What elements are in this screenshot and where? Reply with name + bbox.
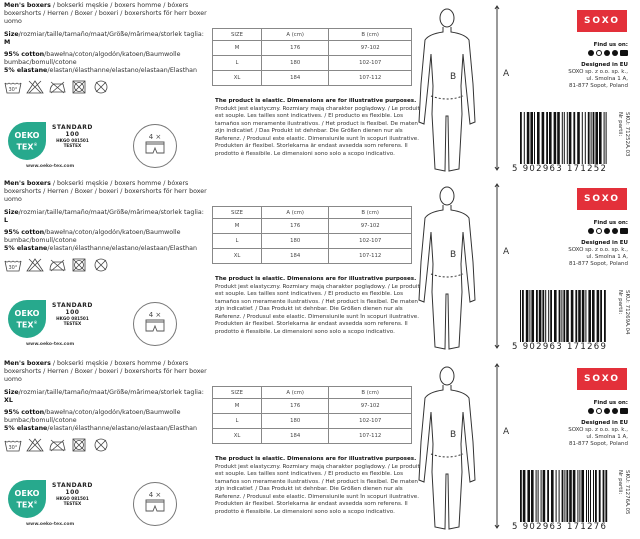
dimension-b-label: B (450, 250, 457, 260)
barcode-bar (577, 112, 580, 164)
pack-count: 4 × (148, 133, 162, 141)
pack-count: 4 × (148, 491, 162, 499)
social-icons (540, 228, 628, 234)
product-title: Men's boxers (4, 360, 51, 367)
batch-number-label: Nr partii: (617, 112, 623, 137)
cell: 97-102 (329, 399, 412, 414)
oeko-standard-number: 100 (65, 489, 80, 496)
cell: XL (213, 71, 262, 86)
barcode-bar (604, 112, 605, 164)
barcode-bar (600, 290, 602, 342)
table-row (213, 56, 412, 71)
barcode-bar (527, 470, 530, 522)
barcode-bar (585, 290, 586, 342)
no-bleach-icon (26, 258, 44, 272)
designed-in-eu: Designed in EU (581, 62, 628, 68)
oeko-tex-certification (4, 296, 114, 352)
barcode-bar (542, 112, 545, 164)
size-table (212, 386, 412, 444)
barcode-bar (585, 112, 586, 164)
barcode-bar (562, 112, 563, 164)
barcode (520, 112, 610, 164)
size-value: L (4, 216, 9, 224)
product-info (4, 360, 209, 452)
youtube-icon[interactable] (620, 408, 628, 414)
care-symbols (4, 438, 209, 452)
barcode-number: 5 902963 171252 (512, 164, 608, 174)
barcode (520, 290, 610, 342)
col-a: A (cm) (261, 29, 328, 41)
barcode-bar (562, 470, 564, 522)
address-line: SOXO sp. z o.o. sp. k., (568, 69, 628, 75)
product-info (4, 2, 209, 94)
sku-info (616, 290, 630, 335)
designed-in-eu: Designed in EU (581, 420, 628, 426)
dimension-b-label: B (450, 430, 457, 440)
cell: 176 (261, 219, 328, 234)
barcode-bar (588, 290, 591, 342)
barcode-bar (588, 112, 590, 164)
barcode-bar (520, 290, 521, 342)
barcode-bar (530, 112, 533, 164)
address-line: ul. Smolna 1 A, (586, 254, 628, 260)
elastane-content: 5% elastane (4, 67, 48, 75)
cell: 102-107 (329, 414, 412, 429)
oeko-testex: TESTEX (63, 321, 82, 326)
size-translations: /rozmiar/taille/tamaño/maat/Größe/mărimea/storlek taglia: (18, 388, 204, 396)
cell: M (213, 41, 262, 56)
youtube-icon[interactable] (620, 228, 628, 234)
cell: XL (213, 249, 262, 264)
barcode-bar (534, 112, 535, 164)
size-table (212, 28, 412, 86)
oeko-tex-logo: OEKO TEX® (8, 480, 46, 518)
col-a: A (cm) (261, 207, 328, 219)
barcode-bar (595, 470, 597, 522)
product-label (0, 178, 640, 356)
tiktok-icon[interactable] (612, 228, 618, 234)
size-value: M (4, 38, 11, 46)
table-row (213, 234, 412, 249)
cell: 180 (261, 56, 328, 71)
barcode-bar (537, 112, 540, 164)
soxo-logo: SOXO (577, 188, 627, 210)
sku: SKU: 71269A.04 (624, 290, 630, 335)
elastane-translations: /elastan/élasthanne/elastano/elastaan/Elasthan (47, 425, 198, 433)
col-a: A (cm) (261, 387, 328, 399)
elastic-notice-translations: Produkt jest elastyczny. Rozmiary mają charakter poglądowy. / Le produit est souple. Les tailles sont indicatives. / El producto es flexible. Los tamaños son meramente ilustrativos. / Het product is flexibel. De maten zijn indicatief. / Das Produkt ist dehnbar. Die Größen dienen nur als Referenz. / Produsul este elastic. Dimensiunile sunt în scopuri ilustrative. Produkten är flexibel. Storlekarna är endast avsedda som referens. Il prodotto è flessibile. Le dimensioni sono solo a scopo indicativo. (215, 283, 420, 335)
barcode-bar (591, 112, 592, 164)
pack-count: 4 × (148, 311, 162, 319)
oeko-code: HKGO 081501 (56, 496, 89, 501)
cotton-content: 95% cotton (4, 229, 45, 237)
barcode-bar (539, 290, 542, 342)
barcode-bar (593, 112, 595, 164)
barcode-bar (542, 290, 544, 342)
soxo-logo: SOXO (577, 10, 627, 32)
facebook-icon[interactable] (588, 228, 594, 234)
no-dry-clean-icon (92, 258, 110, 272)
address-line: 81-877 Sopot, Poland (569, 83, 628, 89)
elastic-notice (215, 98, 420, 158)
social-icons (540, 50, 628, 56)
product-title: Men's boxers (4, 2, 51, 9)
barcode-bar (605, 470, 607, 522)
pinterest-icon[interactable] (604, 408, 610, 414)
find-us-label: Find us on: (593, 400, 628, 406)
barcode-bar (603, 470, 605, 522)
barcode-bar (529, 290, 530, 342)
barcode-bar (543, 470, 546, 522)
no-iron-icon (48, 258, 66, 272)
barcode-number: 5 902963 171269 (512, 342, 608, 352)
size-translations: /rozmiar/taille/tamaño/maat/Größe/mărimea/storlek taglia: (18, 208, 204, 216)
barcode-bar (575, 290, 577, 342)
body-figure-icon (415, 182, 515, 352)
no-tumble-dry-icon (70, 80, 88, 94)
table-row (213, 219, 412, 234)
no-dry-clean-icon (92, 80, 110, 94)
cell: 102-107 (329, 56, 412, 71)
barcode-bar (545, 290, 546, 342)
oeko-url: www.oeko-tex.com (26, 164, 75, 169)
barcode-bar (548, 290, 549, 342)
barcode-bar (556, 470, 557, 522)
cell: L (213, 56, 262, 71)
product-label (0, 0, 640, 178)
batch-number-label: Nr partii: (617, 470, 623, 495)
product-label (0, 358, 640, 536)
barcode-bar (554, 290, 557, 342)
oeko-standard-number: 100 (65, 309, 80, 316)
no-iron-icon (48, 438, 66, 452)
boxers-icon (144, 499, 166, 513)
barcode-bar (573, 112, 575, 164)
barcode-bar (573, 470, 576, 522)
col-b: B (cm) (329, 387, 412, 399)
oeko-code: HKGO 081501 (56, 316, 89, 321)
oeko-tex-certification (4, 476, 114, 532)
oeko-url: www.oeko-tex.com (26, 522, 75, 527)
col-b: B (cm) (329, 29, 412, 41)
instagram-icon[interactable] (596, 50, 602, 56)
cell: 107-112 (329, 71, 412, 86)
product-title-translations: / bokserki męskie / boxers homme / bóxers boxershorts / Herren / Boxer / boxeri / boxershorts för herr boxer uomo (4, 180, 207, 204)
brand-info (540, 42, 628, 90)
barcode-bar (522, 290, 524, 342)
table-row (213, 414, 412, 429)
cell: 184 (261, 429, 328, 444)
barcode-bar (557, 112, 560, 164)
size-translations: /rozmiar/taille/tamaño/maat/Größe/mărimea/storlek taglia: (18, 30, 204, 38)
barcode-bar (590, 470, 591, 522)
no-tumble-dry-icon (70, 258, 88, 272)
elastane-content: 5% elastane (4, 425, 48, 433)
batch-number-label: Nr partii: (617, 290, 623, 315)
col-size: SIZE (213, 387, 262, 399)
size-table (212, 206, 412, 264)
barcode-bar (577, 470, 578, 522)
cell: 184 (261, 249, 328, 264)
pack-count-badge (133, 124, 177, 168)
oeko-standard-number: 100 (65, 131, 80, 138)
body-figure-icon (415, 362, 515, 532)
find-us-label: Find us on: (593, 220, 628, 226)
youtube-icon[interactable] (620, 50, 628, 56)
barcode-bar (520, 470, 522, 522)
address-line: SOXO sp. z o.o. sp. k., (568, 427, 628, 433)
elastane-translations: /elastan/élasthanne/elastano/elastaan/Elasthan (47, 67, 198, 75)
address-line: ul. Smolna 1 A, (586, 434, 628, 440)
cell: 176 (261, 399, 328, 414)
table-row (213, 399, 412, 414)
oeko-standard: STANDARD (52, 302, 93, 309)
svg-text:30°: 30° (8, 86, 18, 93)
barcode-bar (554, 112, 557, 164)
barcode-bar (597, 290, 600, 342)
wash-30-icon (4, 80, 22, 94)
cell: XL (213, 429, 262, 444)
barcode-bar (586, 470, 587, 522)
address-line: SOXO sp. z o.o. sp. k., (568, 247, 628, 253)
barcode-bar (564, 112, 565, 164)
elastic-notice-title: The product is elastic. Dimensions are for illustrative purposes. (215, 456, 417, 462)
col-size: SIZE (213, 29, 262, 41)
barcode-bar (578, 290, 581, 342)
dimension-a-label: A (503, 69, 510, 79)
barcode-bar (582, 112, 583, 164)
barcode-bar (581, 470, 584, 522)
table-row (213, 429, 412, 444)
oeko-testex: TESTEX (63, 143, 82, 148)
pack-count-badge (133, 482, 177, 526)
instagram-icon[interactable] (596, 228, 602, 234)
table-row (213, 249, 412, 264)
no-iron-icon (48, 80, 66, 94)
designed-in-eu: Designed in EU (581, 240, 628, 246)
elastane-translations: /elastan/élasthanne/elastano/elastaan/Elasthan (47, 245, 198, 253)
product-title-translations: / bokserki męskie / boxers homme / bóxers boxershorts / Herren / Boxer / boxeri / boxershorts för herr boxer uomo (4, 360, 207, 384)
barcode-bar (524, 112, 525, 164)
svg-text:30°: 30° (8, 264, 18, 271)
barcode-bar (563, 290, 565, 342)
address-line: 81-877 Sopot, Poland (569, 441, 628, 447)
size-label: Size (4, 388, 19, 396)
cell: 97-102 (329, 41, 412, 56)
elastic-notice (215, 456, 420, 516)
sku-info (616, 470, 630, 515)
barcode-bar (599, 470, 601, 522)
cotton-translations: /bawełna/coton/algodón/katoen/Baumwolle bumbac/bomull/cotone (4, 409, 181, 425)
facebook-icon[interactable] (588, 50, 594, 56)
dimension-a-label: A (503, 427, 510, 437)
size-label: Size (4, 30, 19, 38)
boxers-icon (144, 141, 166, 155)
oeko-code: HKGO 081501 (56, 138, 89, 143)
social-icons (540, 408, 628, 414)
body-figure-icon (415, 4, 515, 174)
tiktok-icon[interactable] (612, 50, 618, 56)
barcode-bar (559, 290, 561, 342)
product-title: Men's boxers (4, 180, 51, 187)
cell: M (213, 219, 262, 234)
cell: M (213, 399, 262, 414)
barcode-bar (551, 470, 554, 522)
barcode-bar (538, 470, 539, 522)
cotton-translations: /bawełna/coton/algodón/katoen/Baumwolle bumbac/bomull/cotone (4, 51, 181, 67)
cell: 176 (261, 41, 328, 56)
product-info (4, 180, 209, 272)
tiktok-icon[interactable] (612, 408, 618, 414)
barcode-bar (588, 470, 589, 522)
instagram-icon[interactable] (596, 408, 602, 414)
cotton-translations: /bawełna/coton/algodón/katoen/Baumwolle bumbac/bomull/cotone (4, 229, 181, 245)
barcode-bar (569, 470, 572, 522)
barcode-bar (541, 470, 542, 522)
cell: 184 (261, 71, 328, 86)
barcode-bar (550, 290, 552, 342)
cell: L (213, 234, 262, 249)
barcode-bar (531, 470, 534, 522)
cell: 180 (261, 234, 328, 249)
barcode-bar (595, 112, 598, 164)
product-title-translations: / bokserki męskie / boxers homme / bóxers boxershorts / Herren / Boxer / boxeri / boxershorts för herr boxer uomo (4, 2, 207, 26)
barcode-bar (531, 290, 534, 342)
brand-info (540, 400, 628, 448)
find-us-label: Find us on: (593, 42, 628, 48)
boxers-icon (144, 319, 166, 333)
oeko-tex-logo: OEKO TEX® (8, 300, 46, 338)
barcode-bar (592, 290, 595, 342)
barcode-bar (564, 470, 565, 522)
address-line: ul. Smolna 1 A, (586, 76, 628, 82)
barcode-bar (536, 470, 537, 522)
barcode-bar (593, 470, 594, 522)
col-size: SIZE (213, 207, 262, 219)
barcode-bar (599, 112, 602, 164)
barcode-bar (566, 470, 568, 522)
barcode-bar (567, 112, 568, 164)
no-tumble-dry-icon (70, 438, 88, 452)
barcode-bar (571, 290, 574, 342)
cell: L (213, 414, 262, 429)
oeko-standard: STANDARD (52, 124, 93, 131)
facebook-icon[interactable] (588, 408, 594, 414)
cell: 97-102 (329, 219, 412, 234)
barcode-number: 5 902963 171276 (512, 522, 608, 532)
wash-30-icon (4, 258, 22, 272)
barcode-bar (561, 290, 562, 342)
table-row (213, 71, 412, 86)
no-dry-clean-icon (92, 438, 110, 452)
cotton-content: 95% cotton (4, 409, 45, 417)
care-symbols (4, 80, 209, 94)
no-bleach-icon (26, 438, 44, 452)
barcode-bar (526, 290, 529, 342)
sku-info (616, 112, 630, 157)
elastic-notice-title: The product is elastic. Dimensions are for illustrative purposes. (215, 276, 417, 282)
barcode-bar (536, 290, 538, 342)
size-value: XL (4, 396, 13, 404)
oeko-url: www.oeko-tex.com (26, 342, 75, 347)
soxo-logo: SOXO (577, 368, 627, 390)
care-symbols (4, 258, 209, 272)
barcode-bar (579, 470, 580, 522)
elastic-notice (215, 276, 420, 336)
dimension-b-label: B (450, 72, 457, 82)
svg-text:30°: 30° (8, 444, 18, 451)
cotton-content: 95% cotton (4, 51, 45, 59)
cell: 107-112 (329, 429, 412, 444)
barcode-bar (566, 290, 569, 342)
oeko-standard: STANDARD (52, 482, 93, 489)
cell: 107-112 (329, 249, 412, 264)
cell: 102-107 (329, 234, 412, 249)
barcode-bar (527, 112, 530, 164)
pack-count-badge (133, 302, 177, 346)
wash-30-icon (4, 438, 22, 452)
sku: SKU: 71276A.05 (624, 470, 630, 515)
size-label: Size (4, 208, 19, 216)
elastic-notice-translations: Produkt jest elastyczny. Rozmiary mają charakter poglądowy. / Le produit est souple. Les tailles sont indicatives. / El producto es flexible. Los tamaños son meramente ilustrativos. / Het product is flexibel. De maten zijn indicatief. / Das Produkt ist dehnbar. Die Größen dienen nur als Referenz. / Produsul este elastic. Dimensiunile sunt în scopuri ilustrative. Produkten är flexibel. Storlekarna är endast avsedda som referens. Il prodotto è flessibile. Le dimensioni sono solo a scopo indicativo. (215, 105, 420, 157)
pinterest-icon[interactable] (604, 228, 610, 234)
oeko-tex-logo: OEKO TEX® (8, 122, 46, 160)
barcode-bar (569, 112, 572, 164)
oeko-tex-certification (4, 118, 114, 174)
address-line: 81-877 Sopot, Poland (569, 261, 628, 267)
barcode-bar (604, 290, 606, 342)
barcode-bar (520, 112, 522, 164)
elastic-notice-translations: Produkt jest elastyczny. Rozmiary mają charakter poglądowy. / Le produit est souple. Les tailles sont indicatives. / El producto es flexible. Los tamaños son meramente ilustrativos. / Het product is flexibel. De maten zijn indicatief. / Das Produkt ist dehnbar. Die Größen dienen nur als Referenz. / Produsul este elastic. Dimensiunile sunt în scopuri ilustrative. Produkten är flexibel. Storlekarna är endast avsedda som referens. Il prodotto è flessibile. Le dimensioni sono solo a scopo indicativo. (215, 463, 420, 515)
brand-info (540, 220, 628, 268)
barcode-bar (547, 470, 549, 522)
elastane-content: 5% elastane (4, 245, 48, 253)
barcode-bar (559, 470, 560, 522)
cell: 180 (261, 414, 328, 429)
barcode-bar (582, 290, 585, 342)
no-bleach-icon (26, 80, 44, 94)
barcode (520, 470, 610, 522)
table-row (213, 41, 412, 56)
barcode-bar (546, 112, 548, 164)
col-b: B (cm) (329, 207, 412, 219)
oeko-testex: TESTEX (63, 501, 82, 506)
elastic-notice-title: The product is elastic. Dimensions are for illustrative purposes. (215, 98, 417, 104)
pinterest-icon[interactable] (604, 50, 610, 56)
dimension-a-label: A (503, 247, 510, 257)
barcode-bar (606, 112, 607, 164)
sku: SKU: 71252A.03 (624, 112, 630, 157)
barcode-bar (549, 112, 552, 164)
barcode-bar (523, 470, 526, 522)
